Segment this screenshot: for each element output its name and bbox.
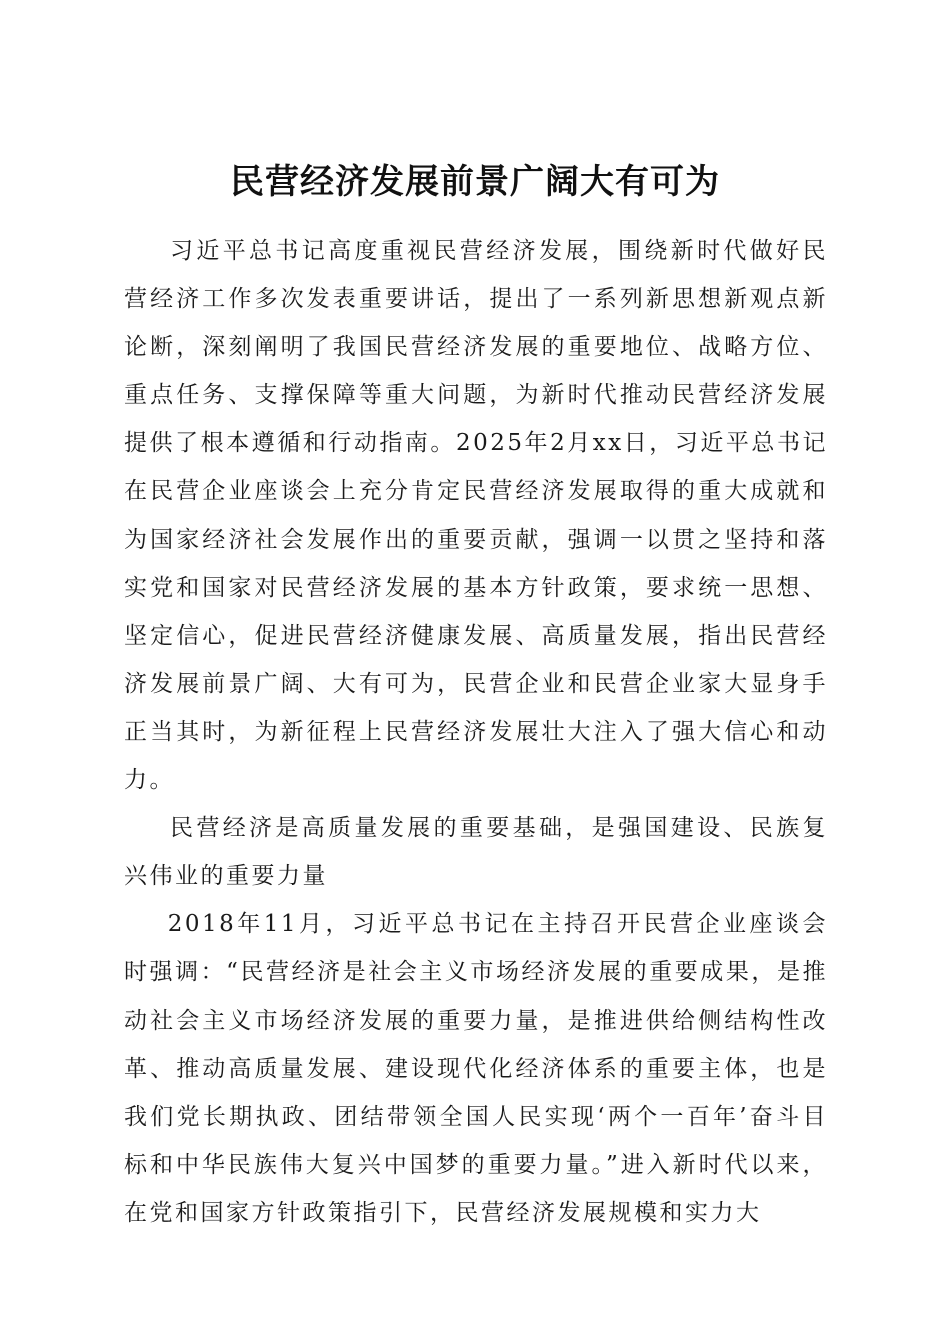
- document-body: [124, 227, 828, 1237]
- paragraph-section-heading: 民营经济是高质量发展的重要基础，是强国建设、民族复兴伟业的重要力量: [124, 815, 828, 890]
- paragraph-2018-speech: 2018年11月，习近平总书记在主持召开民营企业座谈会时强调：“民营经济是社会主义市场经济发展的重要成果，是推动社会主义市场经济发展的重要力量，是推进供给侧结构性改革、推动高质量发展、建设现代化经济体系的重要主体，也是我们党长期执政、团结带领全国人民实现‘两个一百年’奋斗目标和中华民族伟大复兴中国梦的重要力量。”进入新时代以来，在党和国家方针政策指引下，民营经济发展规模和实力大: [124, 911, 828, 1226]
- document-title: 民营经济发展前景广阔大有可为: [230, 161, 720, 202]
- paragraph-intro: 习近平总书记高度重视民营经济发展，围绕新时代做好民营经济工作多次发表重要讲话，提出了一系列新思想新观点新论断，深刻阐明了我国民营经济发展的重要地位、战略方位、重点任务、支撑保障等重大问题，为新时代推动民营经济发展提供了根本遵循和行动指南。2025年2月xx日，习近平总书记在民营企业座谈会上充分肯定民营经济发展取得的重大成就和为国家经济社会发展作出的重要贡献，强调一以贯之坚持和落实党和国家对民营经济发展的基本方针政策，要求统一思想、坚定信心，促进民营经济健康发展、高质量发展，指出民营经济发展前景广阔、大有可为，民营企业和民营企业家大显身手正当其时，为新征程上民营经济发展壮大注入了强大信心和动力。: [124, 238, 828, 794]
